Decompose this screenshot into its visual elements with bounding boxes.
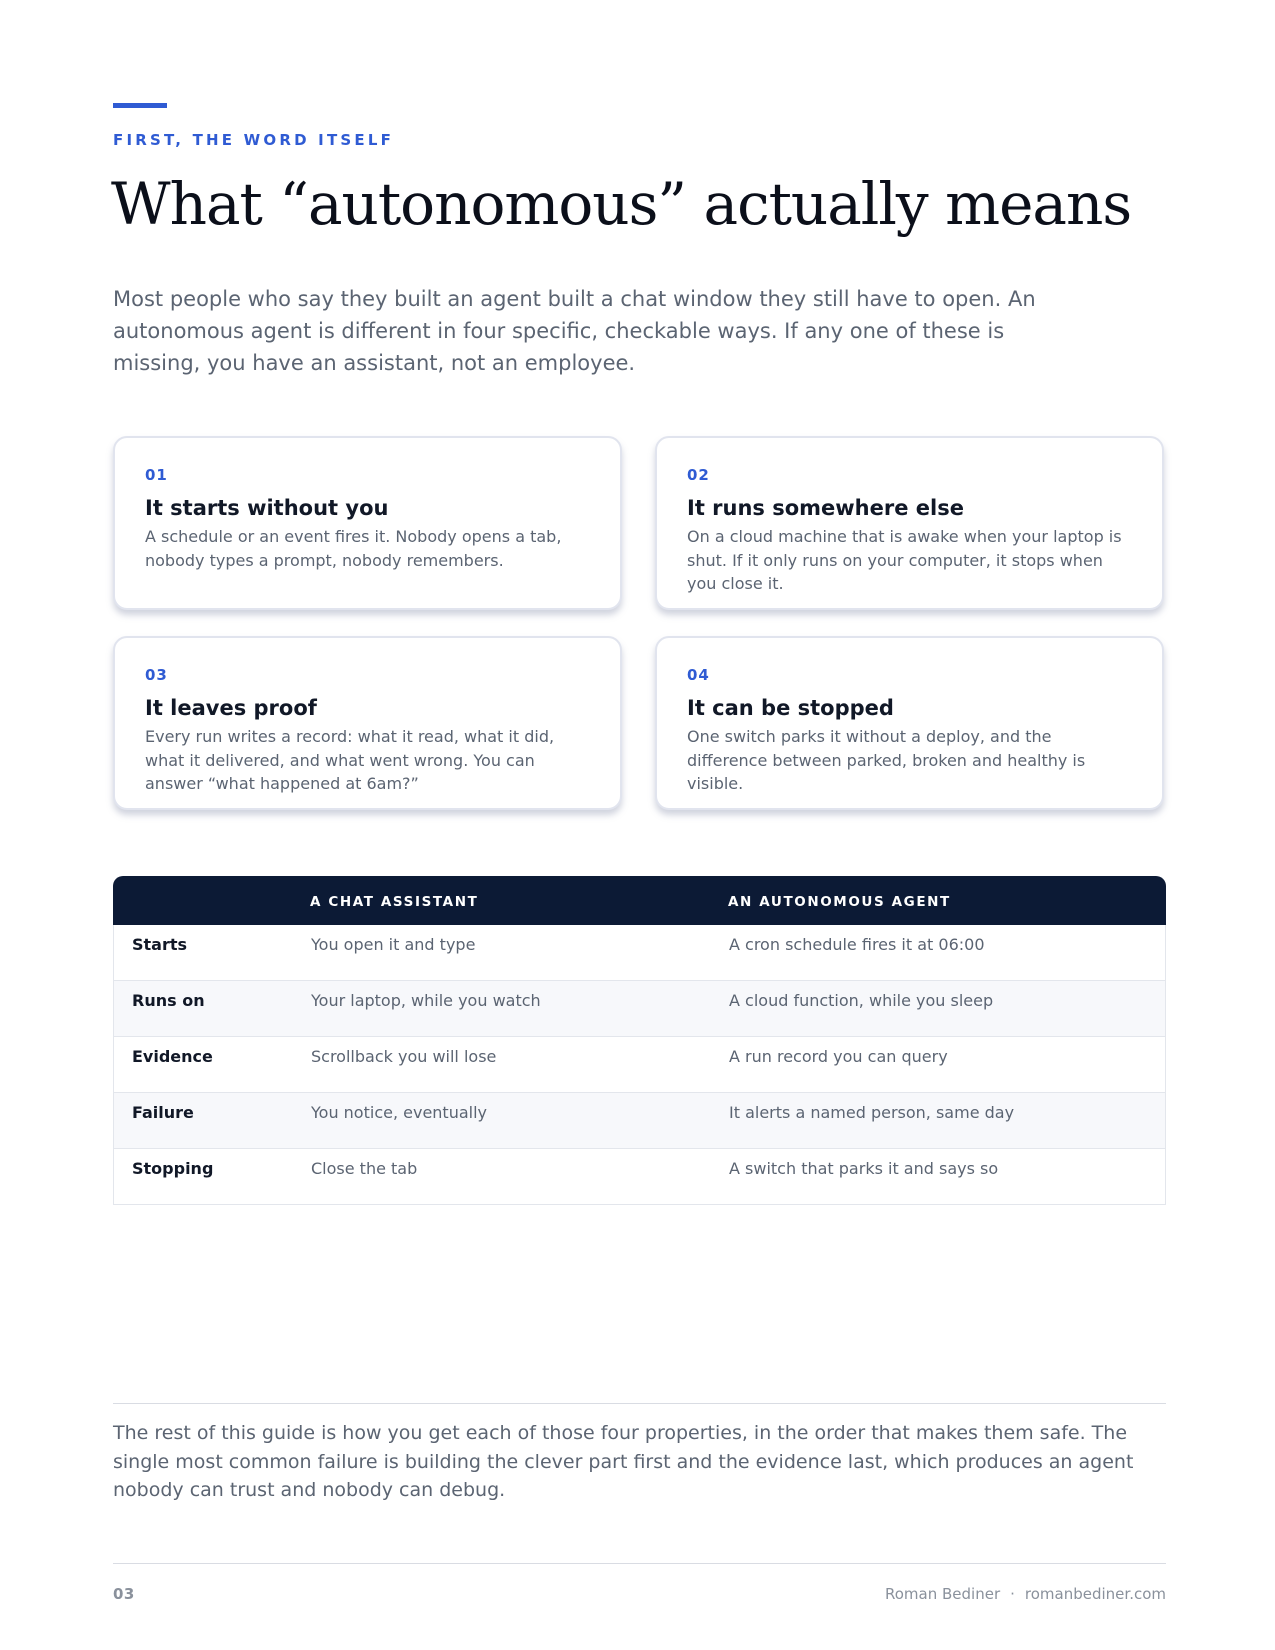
chat-assistant-cell: You notice, eventually <box>311 1103 487 1122</box>
property-card-2 <box>655 436 1164 610</box>
intro-paragraph: Most people who say they built an agent built a chat window they still have to open. An autonomous agent is different in four specific, checkable ways. If any one of these is missing, you have an assistant, not an employee. <box>113 287 1036 375</box>
footer-divider <box>113 1563 1166 1564</box>
table-row <box>113 1037 1166 1093</box>
section-eyebrow: FIRST, THE WORD ITSELF <box>113 131 395 149</box>
card-number: 01 <box>145 466 168 484</box>
section-divider <box>113 1403 1166 1404</box>
row-label: Failure <box>132 1103 194 1122</box>
card-text: On a cloud machine that is awake when your laptop is shut. If it only runs on your computer, it stops when you close it. <box>687 527 1122 593</box>
card-text: A schedule or an event fires it. Nobody opens a tab, nobody types a prompt, nobody remembers. <box>145 527 562 570</box>
card-text: One switch parks it without a deploy, and the difference between parked, broken and healthy is visible. <box>687 727 1086 793</box>
page-number: 03 <box>113 1585 135 1603</box>
column-header-autonomous-agent: AN AUTONOMOUS AGENT <box>728 894 951 910</box>
card-text: Every run writes a record: what it read, what it did, what it delivered, and what went wrong. You can answer “what happened at 6am?” <box>145 727 555 793</box>
card-title: It runs somewhere else <box>687 496 964 520</box>
chat-assistant-cell: Close the tab <box>311 1159 418 1178</box>
chat-assistant-cell: Scrollback you will lose <box>311 1047 497 1066</box>
table-row <box>113 925 1166 981</box>
autonomous-agent-cell: A switch that parks it and says so <box>729 1159 999 1178</box>
accent-bar <box>113 103 167 108</box>
chat-assistant-cell: You open it and type <box>311 935 476 954</box>
card-number: 04 <box>687 666 710 684</box>
card-number: 03 <box>145 666 168 684</box>
card-number: 02 <box>687 466 710 484</box>
table-row <box>113 981 1166 1037</box>
closing-paragraph: The rest of this guide is how you get each of those four properties, in the order that makes them safe. The single most common failure is building the clever part first and the evidence last, which produces an agent nobody can trust and nobody can debug. <box>113 1422 1134 1501</box>
row-label: Runs on <box>132 991 205 1010</box>
card-title: It leaves proof <box>145 696 317 720</box>
author-name: Roman Bediner <box>885 1585 1001 1603</box>
chat-assistant-cell: Your laptop, while you watch <box>311 991 541 1010</box>
website-link[interactable]: romanbediner.com <box>1024 1585 1166 1603</box>
row-label: Stopping <box>132 1159 214 1178</box>
table-row <box>113 1093 1166 1149</box>
table-row <box>113 1149 1166 1205</box>
comparison-table <box>113 876 1166 1205</box>
property-card-3 <box>113 636 622 810</box>
row-label: Starts <box>132 935 188 954</box>
footer-credit <box>885 1585 1166 1603</box>
autonomous-agent-cell: A cron schedule fires it at 06:00 <box>729 935 985 954</box>
autonomous-agent-cell: A run record you can query <box>729 1047 948 1066</box>
row-label: Evidence <box>132 1047 213 1066</box>
property-card-1 <box>113 436 622 610</box>
card-title: It starts without you <box>145 496 389 520</box>
autonomous-agent-cell: It alerts a named person, same day <box>729 1103 1015 1122</box>
column-header-chat-assistant: A CHAT ASSISTANT <box>310 894 479 910</box>
page-title: What “autonomous” actually means <box>111 170 1132 238</box>
property-card-4 <box>655 636 1164 810</box>
footer-separator: · <box>1010 1585 1015 1603</box>
card-title: It can be stopped <box>687 696 894 720</box>
autonomous-agent-cell: A cloud function, while you sleep <box>729 991 994 1010</box>
table-header <box>113 876 1166 925</box>
